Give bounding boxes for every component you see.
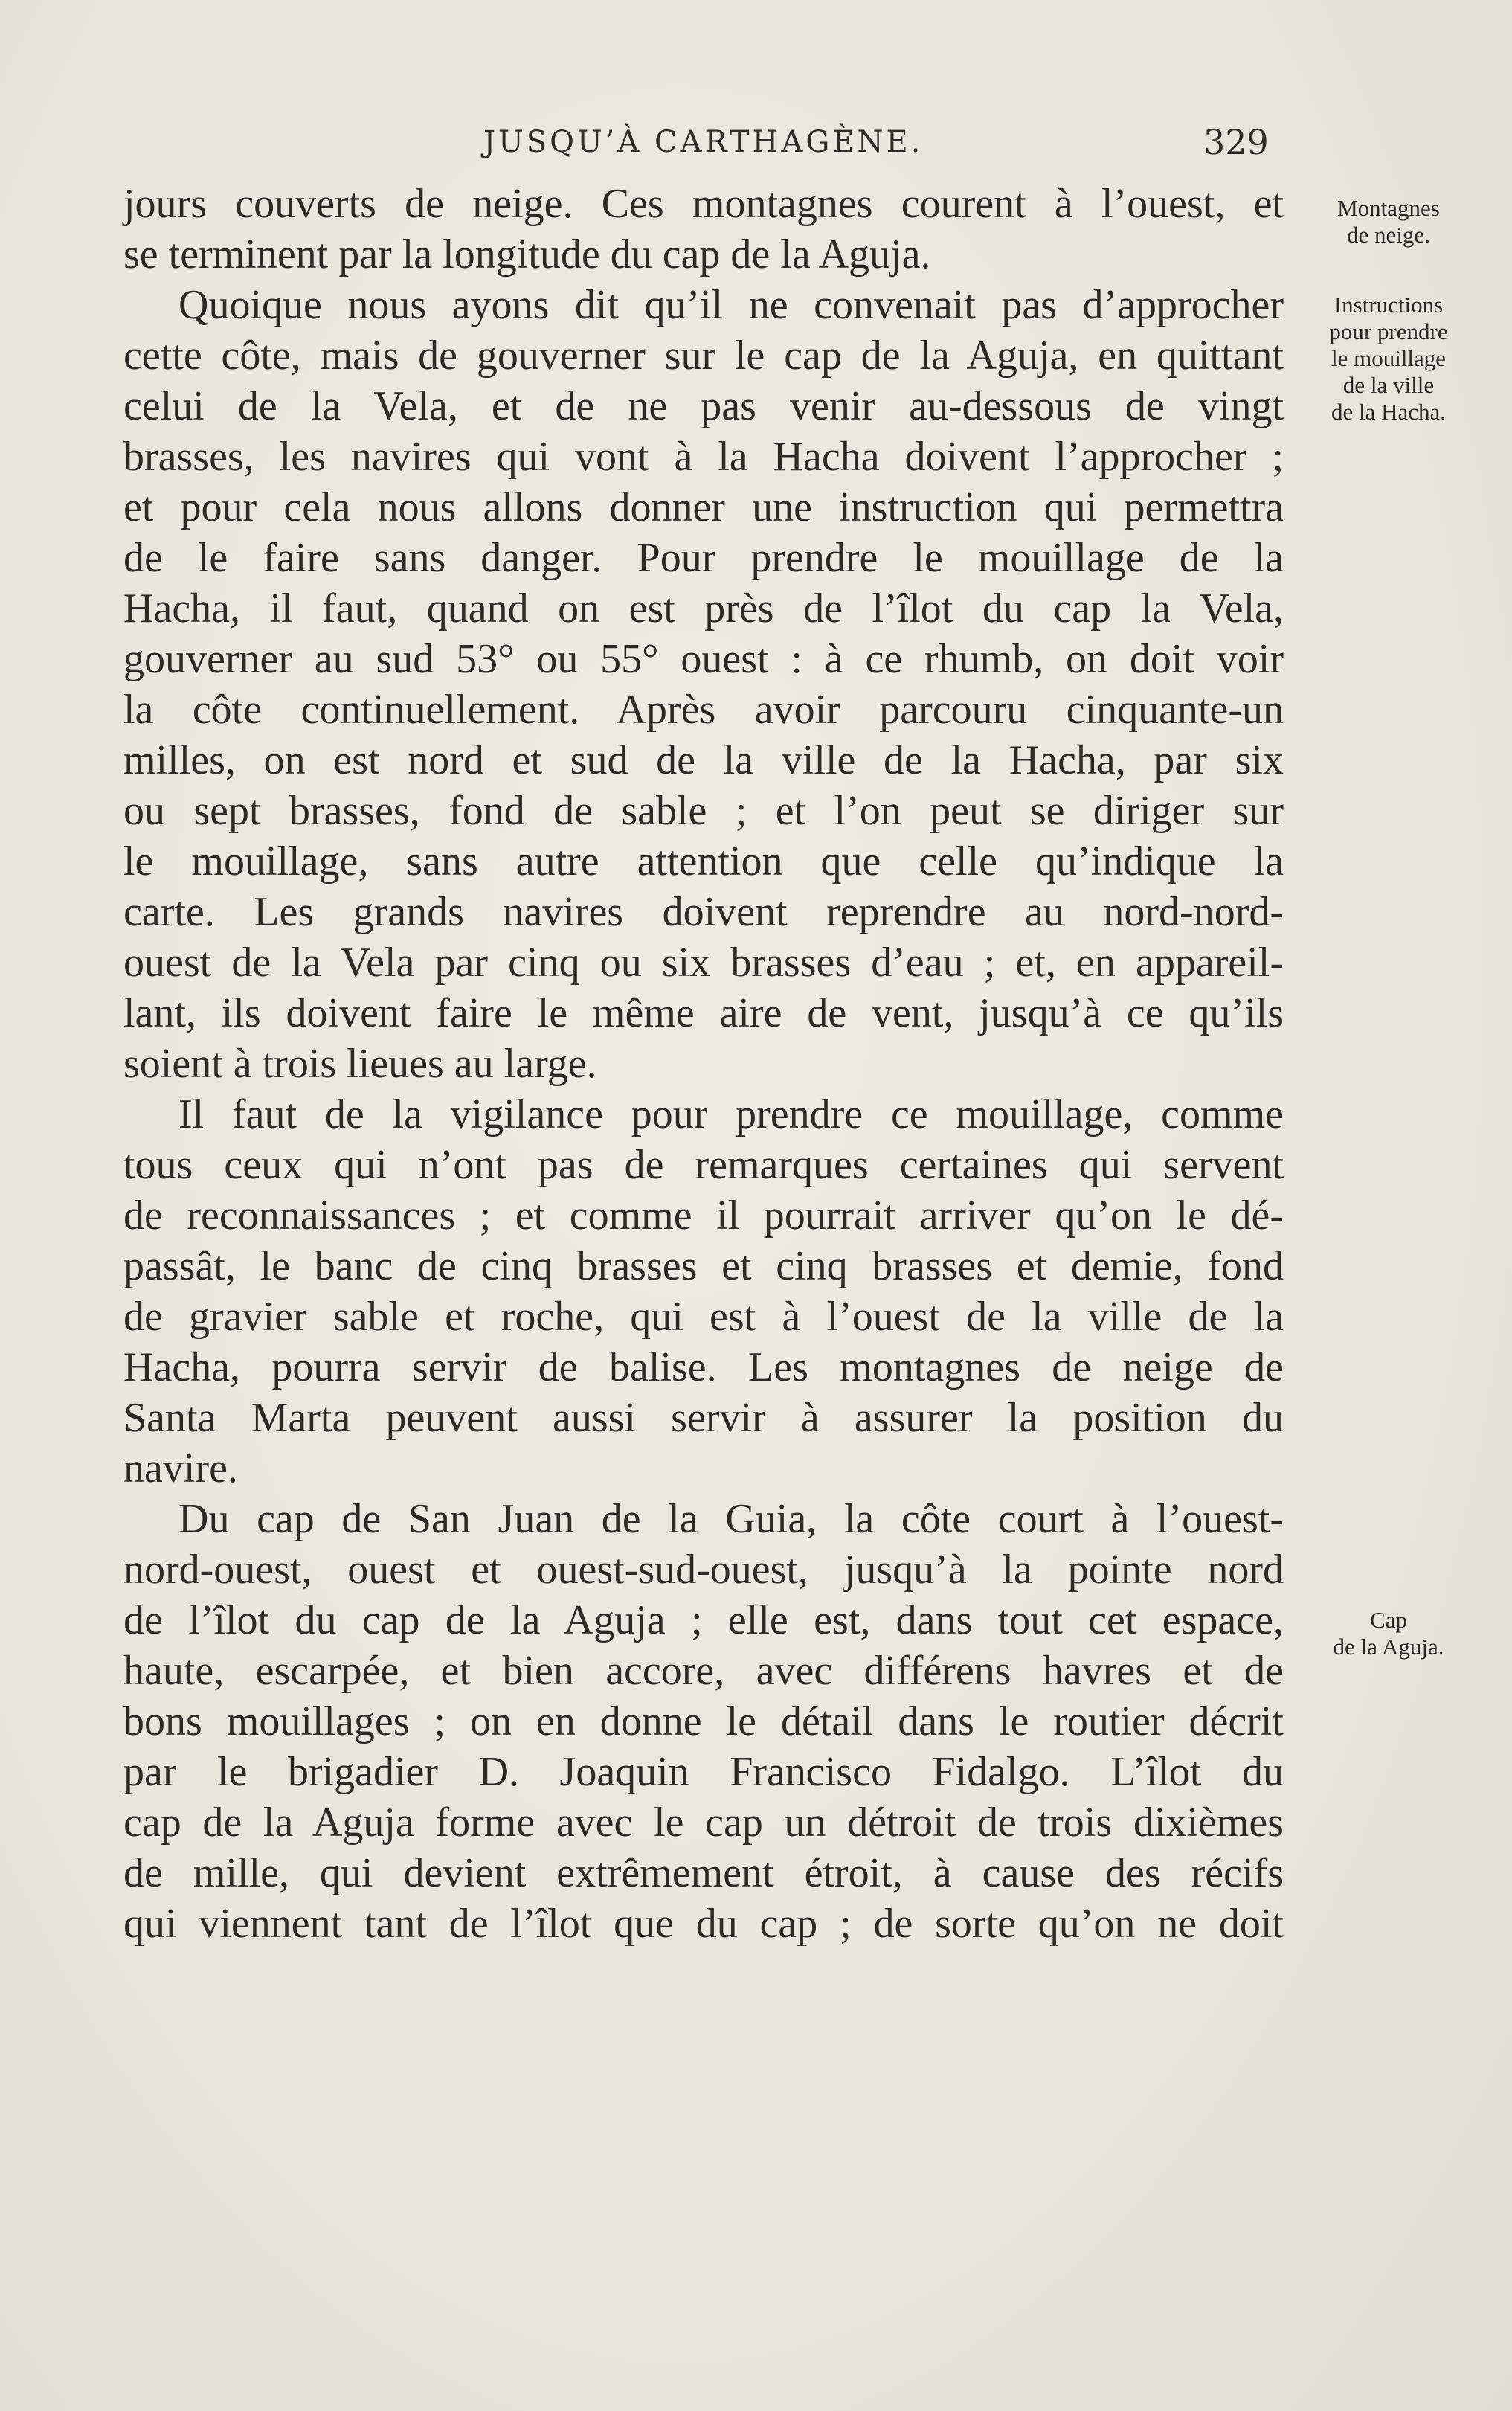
body-line: passât, le banc de cinq brasses et cinq brasses et demie, fond: [123, 1243, 1284, 1289]
body-line: cap de la Aguja forme avec le cap un détroit de trois dixièmes: [123, 1800, 1284, 1846]
body-line: lant, ils doivent faire le même aire de vent, jusqu’à ce qu’ils: [123, 990, 1284, 1036]
body-line: brasses, les navires qui vont à la Hacha doivent l’approcher ;: [123, 434, 1284, 480]
body-line: le mouillage, sans autre attention que celle qu’indique la: [123, 838, 1284, 885]
margin-note-line: le mouillage: [1331, 345, 1447, 371]
body-line: Hacha, il faut, quand on est près de l’îlot du cap la Vela,: [123, 585, 1284, 632]
body-line: de gravier sable et roche, qui est à l’ouest de la ville de la: [123, 1294, 1284, 1340]
margin-note-line: de la Aguja.: [1333, 1634, 1444, 1660]
body-line: de mille, qui devient extrêmement étroit, à cause des récifs: [123, 1850, 1284, 1896]
body-line: la côte continuellement. Après avoir parcouru cinquante-un: [123, 687, 1284, 733]
margin-note-line: pour prendre: [1329, 318, 1448, 344]
body-line: ouest de la Vela par cinq ou six brasses d’eau ; et, en appareil-: [123, 940, 1284, 986]
margin-note-montagnes: [1303, 195, 1474, 248]
body-line: tous ceux qui n’ont pas de remarques certaines qui servent: [123, 1142, 1284, 1188]
margin-note-line: de la Hacha.: [1331, 399, 1447, 425]
body-line: milles, on est nord et sud de la ville de la Hacha, par six: [123, 737, 1284, 783]
body-line: Du cap de San Juan de la Guia, la côte court à l’ouest-: [178, 1496, 1284, 1542]
margin-note-line: Instructions: [1334, 292, 1444, 318]
body-line: Hacha, pourra servir de balise. Les montagnes de neige de: [123, 1344, 1284, 1390]
margin-note-line: de neige.: [1347, 222, 1430, 248]
body-line: et pour cela nous allons donner une instruction qui permettra: [123, 484, 1284, 530]
margin-note-line: Montagnes: [1337, 195, 1440, 221]
body-line: Quoique nous ayons dit qu’il ne convenait pas d’approcher: [178, 282, 1284, 328]
body-line: de le faire sans danger. Pour prendre le mouillage de la: [123, 535, 1284, 581]
body-line: soient à trois lieues au large.: [123, 1041, 597, 1087]
page-number: 329: [1203, 122, 1269, 162]
body-line: gouverner au sud 53° ou 55° ouest : à ce rhumb, on doit voir: [123, 636, 1284, 682]
body-line: bons mouillages ; on en donne le détail dans le routier décrit: [123, 1698, 1284, 1744]
body-line: par le brigadier D. Joaquin Francisco Fidalgo. L’îlot du: [123, 1749, 1284, 1795]
body-line: carte. Les grands navires doivent reprendre au nord-nord-: [123, 889, 1284, 935]
body-line: se terminent par la longitude du cap de la Aguja.: [123, 231, 931, 277]
body-line: Il faut de la vigilance pour prendre ce mouillage, comme: [178, 1091, 1284, 1137]
body-line: navire.: [123, 1445, 238, 1492]
running-title: JUSQU’À CARTHAGÈNE.: [483, 125, 924, 159]
body-line: nord-ouest, ouest et ouest-sud-ouest, jusqu’à la pointe nord: [123, 1547, 1284, 1593]
margin-note-line: Cap: [1370, 1607, 1407, 1633]
body-line: jours couverts de neige. Ces montagnes courent à l’ouest, et: [123, 181, 1284, 227]
body-line: haute, escarpée, et bien accore, avec différens havres et de: [123, 1648, 1284, 1694]
body-line: celui de la Vela, et de ne pas venir au-dessous de vingt: [123, 383, 1284, 429]
body-line: cette côte, mais de gouverner sur le cap de la Aguja, en quittant: [123, 333, 1284, 379]
body-line: de l’îlot du cap de la Aguja ; elle est, dans tout cet espace,: [123, 1597, 1284, 1643]
body-line: ou sept brasses, fond de sable ; et l’on peut se diriger sur: [123, 788, 1284, 834]
margin-note-cap: [1303, 1607, 1474, 1660]
body-line: de reconnaissances ; et comme il pourrait arriver qu’on le dé-: [123, 1192, 1284, 1239]
margin-note-line: de la ville: [1342, 372, 1435, 398]
body-line: qui viennent tant de l’îlot que du cap ; de sorte qu’on ne doit: [123, 1901, 1284, 1947]
margin-note-instructions: [1303, 292, 1474, 426]
body-line: Santa Marta peuvent aussi servir à assurer la position du: [123, 1395, 1284, 1441]
